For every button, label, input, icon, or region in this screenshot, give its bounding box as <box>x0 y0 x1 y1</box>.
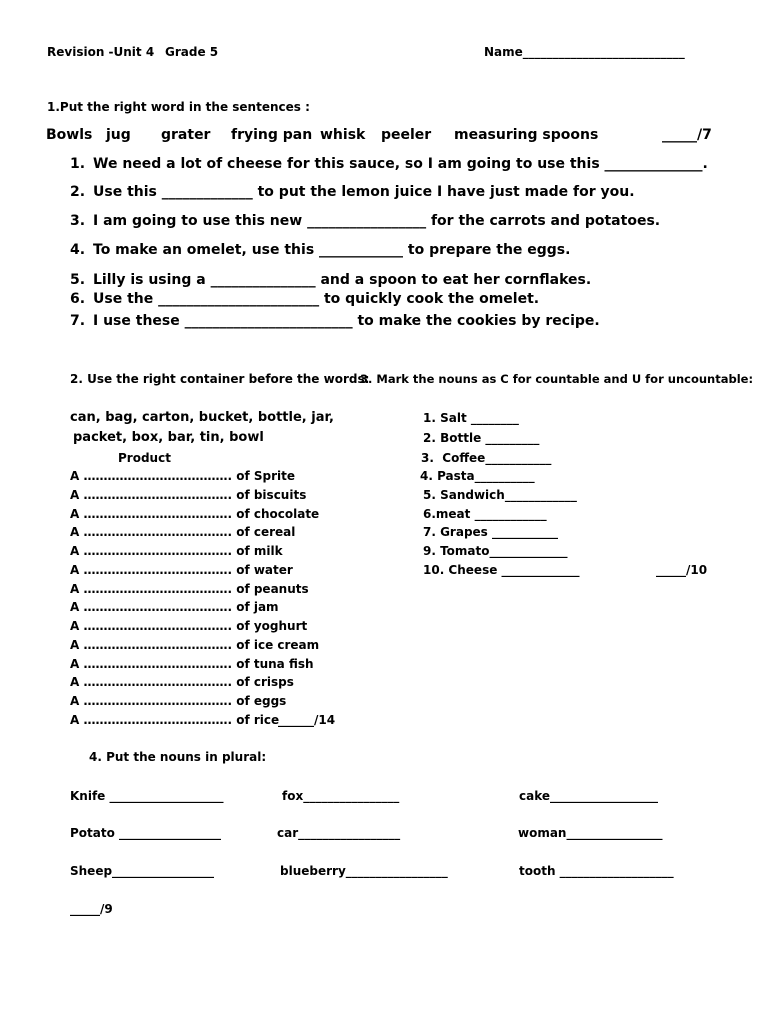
list-item: A ………………………………. of biscuits <box>70 488 307 502</box>
sentence-text: Use the _______________________ to quickly cook the omelet. <box>93 291 540 307</box>
list-item: 2. Bottle _________ <box>423 431 540 445</box>
section2-title: 2. Use the right container before the words: <box>70 372 370 386</box>
list-item: 6.meat ____________ <box>423 507 547 521</box>
list-item: 3. Coffee___________ <box>421 451 552 465</box>
list-item: A ………………………………. of peanuts <box>70 582 309 596</box>
list-item: A ………………………………. of chocolate <box>70 507 320 521</box>
sentence-text: I am going to use this new _________________ for the carrots and potatoes. <box>93 213 661 229</box>
list-item: woman________________ <box>518 826 663 840</box>
list-item: 7. Grapes ___________ <box>423 525 558 539</box>
sentence-text: Use this _____________ to put the lemon juice I have just made for you. <box>93 184 635 200</box>
list-item: A ………………………………. of rice <box>70 713 280 727</box>
list-item: A ………………………………. of eggs <box>70 694 287 708</box>
list-item: 5. Sandwich____________ <box>423 488 577 502</box>
list-item: A ………………………………. of jam <box>70 600 279 614</box>
product-heading: Product <box>118 451 171 465</box>
list-item: A ………………………………. of water <box>70 563 293 577</box>
list-item: Potato _________________ <box>70 826 222 840</box>
list-item: tooth ___________________ <box>519 864 674 878</box>
list-item: Sheep_________________ <box>70 864 215 878</box>
sentence-number: 1. <box>70 156 86 172</box>
section1-score: _____/7 <box>662 127 712 143</box>
word-bank-item: whisk <box>320 127 366 143</box>
word-bank-item: grater <box>161 127 211 143</box>
sentence-number: 3. <box>70 213 86 229</box>
section4-score: _____/9 <box>70 902 113 916</box>
section2-score: ______/14 <box>278 713 336 727</box>
list-item: 9. Tomato_____________ <box>423 544 568 558</box>
section4-title: 4. Put the nouns in plural: <box>89 750 267 764</box>
sentence-number: 7. <box>70 313 86 329</box>
list-item: A ………………………………. of yoghurt <box>70 619 308 633</box>
worksheet-grade: Grade 5 <box>165 45 219 59</box>
word-bank-item: jug <box>106 127 131 143</box>
list-item: A ………………………………. of Sprite <box>70 469 295 483</box>
list-item: car_________________ <box>277 826 401 840</box>
list-item: 10. Cheese _____________ <box>423 563 580 577</box>
list-item: cake__________________ <box>519 789 659 803</box>
word-bank-item: measuring spoons <box>454 127 599 143</box>
section3-title: 3. Mark the nouns as C for countable and U for uncountable: <box>360 372 754 386</box>
list-item: 1. Salt ________ <box>423 411 519 425</box>
list-item: fox________________ <box>282 789 400 803</box>
section1-title: 1.Put the right word in the sentences : <box>47 100 310 114</box>
sentence-text: Lilly is using a _______________ and a spoon to eat her cornflakes. <box>93 272 592 288</box>
container-word-list: packet, box, bar, tin, bowl <box>73 430 264 445</box>
sentence-number: 4. <box>70 242 86 258</box>
list-item: A ………………………………. of milk <box>70 544 283 558</box>
list-item: A ………………………………. of ice cream <box>70 638 320 652</box>
sentence-text: To make an omelet, use this ____________ to prepare the eggs. <box>93 242 571 258</box>
sentence-text: I use these ________________________ to make the cookies by recipe. <box>93 313 600 329</box>
list-item: A ………………………………. of tuna fish <box>70 657 314 671</box>
word-bank-item: Bowls <box>46 127 93 143</box>
sentence-number: 2. <box>70 184 86 200</box>
list-item: Knife ___________________ <box>70 789 224 803</box>
sentence-text: We need a lot of cheese for this sauce, so I am going to use this ______________. <box>93 156 708 172</box>
list-item: A ………………………………. of crisps <box>70 675 294 689</box>
name-field: Name___________________________ <box>484 45 685 59</box>
section3-score: _____/10 <box>656 563 708 577</box>
sentence-number: 6. <box>70 291 86 307</box>
list-item: 4. Pasta__________ <box>420 469 535 483</box>
container-word-list: can, bag, carton, bucket, bottle, jar, <box>70 410 334 425</box>
list-item: blueberry_________________ <box>280 864 448 878</box>
sentence-number: 5. <box>70 272 86 288</box>
worksheet-unit: Revision -Unit 4 <box>47 45 155 59</box>
word-bank-item: frying pan <box>231 127 313 143</box>
list-item: A ………………………………. of cereal <box>70 525 296 539</box>
word-bank-item: peeler <box>381 127 432 143</box>
